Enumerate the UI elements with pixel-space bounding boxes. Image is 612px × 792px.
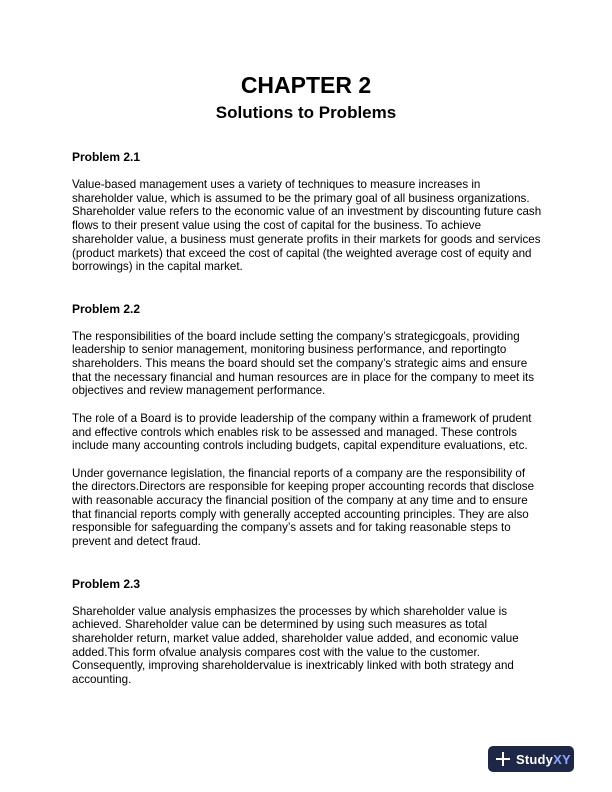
problem-section-2-1 <box>72 150 544 274</box>
paragraph: Shareholder value analysis emphasizes the processes by which shareholder value is achieved. Shareholder value can be determined by using such measures as total shareholder return, market value added, shareholder value added, and economic value added.This form ofvalue analysis compares cost with the value to the customer. Consequently, improving shareholdervalue is inextricably linked with both strategy and accounting. <box>72 604 519 687</box>
section-divider-space <box>72 563 544 577</box>
problem-section-2-3 <box>72 577 544 687</box>
section-divider-space <box>72 288 544 302</box>
problem-heading: Problem 2.2 <box>72 301 141 316</box>
chapter-subtitle: Solutions to Problems <box>215 103 397 122</box>
paragraph: The role of a Board is to provide leadership of the company within a framework of prudent and effective controls which enables risk to be assessed and managed. These controls include many accounting controls including budgets, capital expenditure evaluations, etc. <box>72 411 532 453</box>
problem-heading: Problem 2.1 <box>72 150 141 164</box>
chapter-title: CHAPTER 2 <box>240 72 372 98</box>
document-body <box>72 150 544 700</box>
paragraph: Value-based management uses a variety of techniques to measure increases in shareholder value, which is assumed to be the primary goal of all business organizations. Shareholder value refers to the economic value of an investment by discounting future cash flows to their present value using the cost of capital for the business. To achieve shareholder value, a business must generate profits in their markets for goods and services (product markets) that exceed the cost of capital (the weighted average cost of equity and borrowings) in the capital market. <box>72 178 542 274</box>
problem-heading: Problem 2.3 <box>72 576 141 591</box>
logo-text-xy: XY <box>553 751 571 767</box>
problem-section-2-2 <box>72 302 544 549</box>
paragraph: The responsibilities of the board include setting the company’s strategicgoals, providing leadership to senior management, monitoring business performance, and reportingto shareholders. This means the board should set the company’s strategic aims and ensure that the necessary financial and human resources are in place for the company to meet its objectives and review management performance. <box>72 329 535 398</box>
logo-text-study: Study <box>516 751 554 767</box>
logo-text <box>516 752 571 767</box>
plus-icon <box>496 752 510 766</box>
paragraph: Under governance legislation, the financial reports of a company are the responsibility of the directors.Directors are responsible for keeping proper accounting records that disclose with reasonable accuracy the financial position of the company at any time and to ensure that financial reports comply with generally accepted accounting principles. They are also responsible for safeguarding the company’s assets and for taking reasonable steps to prevent and detect fraud. <box>72 466 535 549</box>
studyxy-logo <box>488 746 574 772</box>
